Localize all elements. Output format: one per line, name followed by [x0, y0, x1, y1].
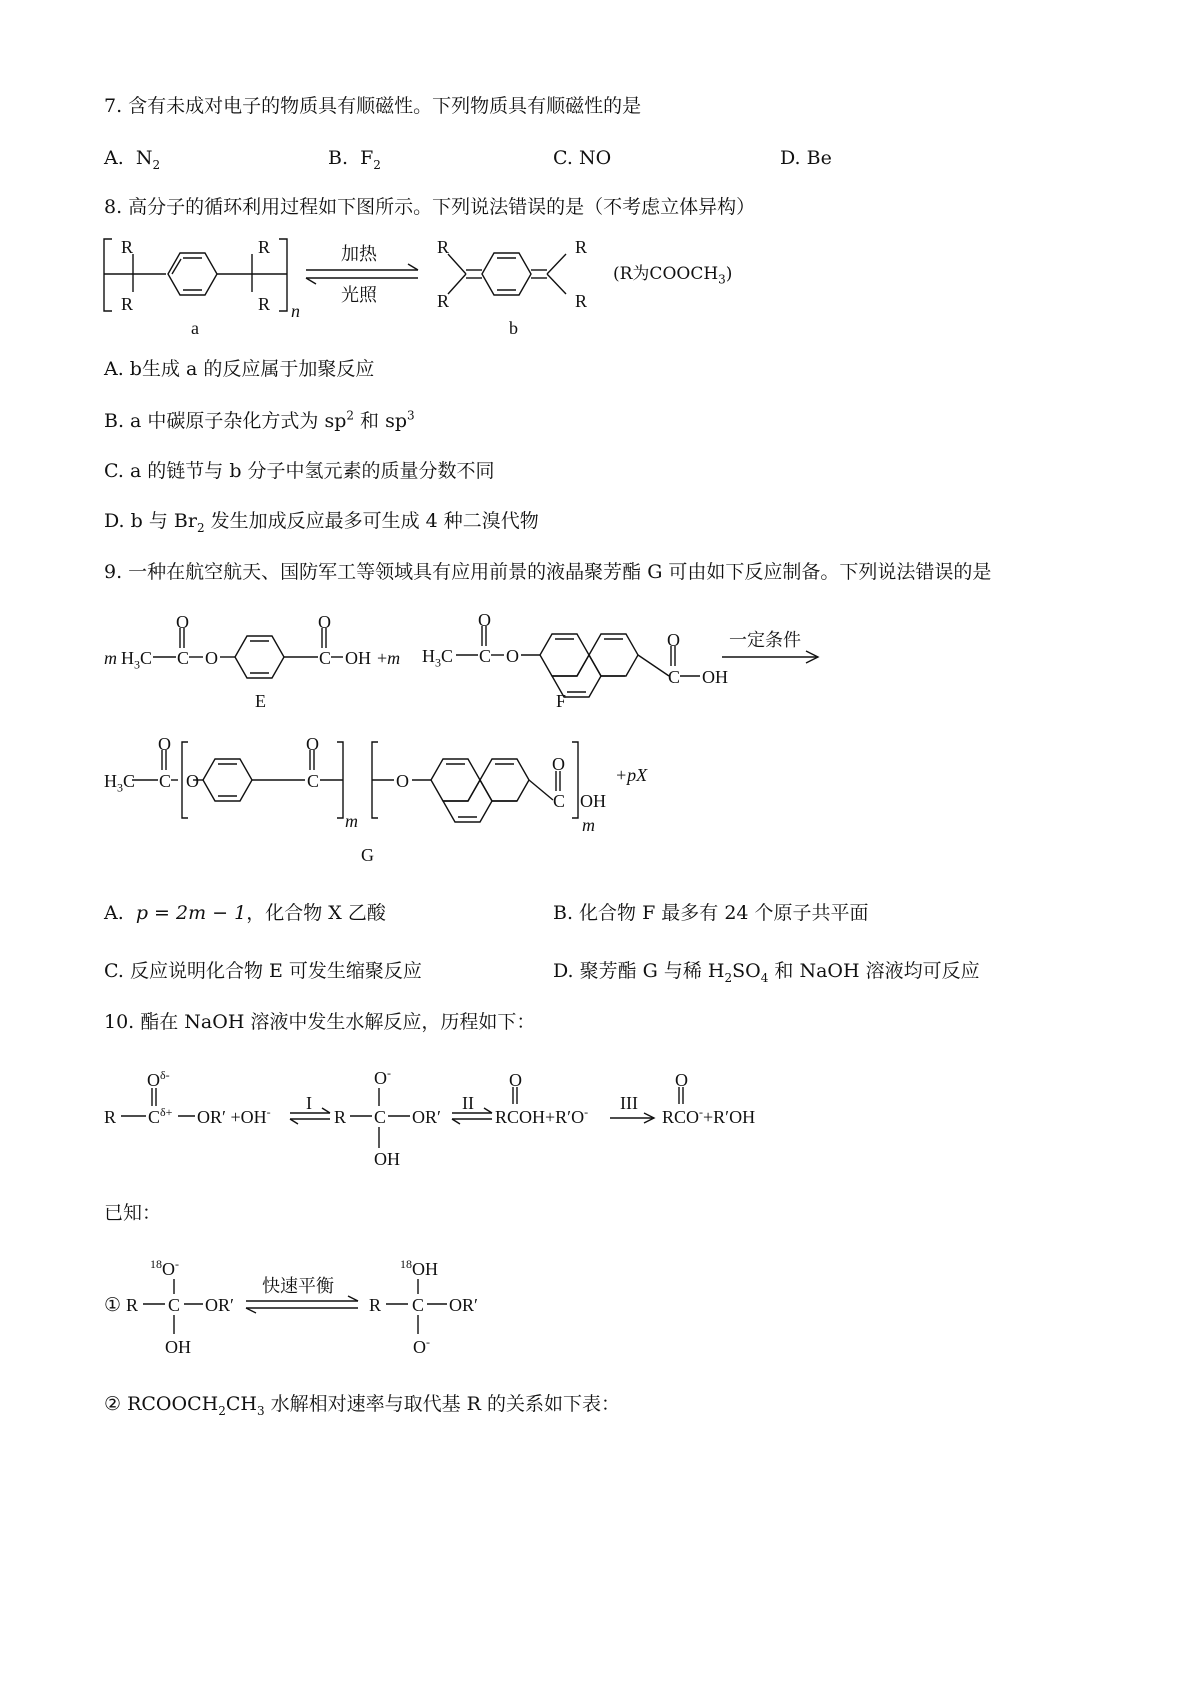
q9-f-plus-m: +m [377, 648, 401, 668]
q9-e-o3: O [318, 612, 331, 632]
q10-c2: C [374, 1107, 387, 1127]
q9-g-sub-m2: m [582, 815, 595, 835]
q10-r1: R [104, 1107, 117, 1127]
q9-option-d[interactable]: D. 聚芳酯 G 与稀 $H_2SO_4$ 和 NaOH 溶液均可反应 [553, 960, 980, 985]
q8-a-r4: R [258, 294, 271, 314]
q10-k-18oh: $^{18}$OH [400, 1257, 438, 1279]
q9-e-coef-m: m [104, 648, 117, 668]
q8-polymer-n: n [291, 301, 300, 321]
q9-e-oh: OH [345, 648, 371, 668]
q10-k-o-minus: O- [413, 1335, 430, 1357]
q8-label-b: b [509, 318, 518, 338]
q8-a-r2: R [121, 294, 134, 314]
q9-g-c3: C [553, 791, 566, 811]
q8-a-r3: R [258, 237, 271, 257]
q10-o3: O [509, 1070, 522, 1090]
q10-k-oh1: OH [165, 1337, 191, 1357]
q8-b-r3: R [575, 237, 588, 257]
q10-step-3: III [620, 1093, 638, 1113]
q8-option-d[interactable]: D. b 与 $Br_2$ 发生加成反应最多可生成 4 种二溴代物 [104, 510, 539, 535]
q10-note1-marker: ① [104, 1294, 122, 1316]
q8-stem: 8. 高分子的循环利用过程如下图所示。下列说法错误的是（不考虑立体异构） [104, 196, 756, 218]
q10-o-minus1: O- [374, 1066, 391, 1088]
q9-g-o5: O [552, 754, 565, 774]
q10-k-r1: R [126, 1295, 139, 1315]
q9-label-e: E [255, 691, 266, 711]
q10-known: 已知： [104, 1202, 162, 1224]
q10-k-or1: OR′ [205, 1295, 234, 1315]
q10-stem: 10. 酯在 NaOH 溶液中发生水解反应，历程如下： [104, 1011, 536, 1033]
q7-option-c[interactable]: C. NO [553, 147, 612, 169]
q7-stem: 7. 含有未成对电子的物质具有顺磁性。下列物质具有顺磁性的是 [104, 95, 642, 117]
q9-f-ch3: $H_3C$ [422, 646, 454, 670]
q9-f-o2: O [506, 646, 519, 666]
q9-g-o1: O [158, 734, 171, 754]
q9-arrow-condition: 一定条件 [729, 630, 801, 651]
q9-g-c2: C [307, 771, 320, 791]
q10-note2: ② $RCOOCH_2CH_3$ 水解相对速率与取代基 R 的关系如下表： [104, 1393, 621, 1418]
q8-a-r1: R [121, 237, 134, 257]
q9-g-oh: OH [580, 791, 606, 811]
q10-k-c2: C [412, 1295, 425, 1315]
q8-option-b[interactable]: B. a 中碳原子杂化方式为 $sp^2$ 和 $sp^3$ [104, 408, 415, 432]
q9-option-c[interactable]: C. 反应说明化合物 E 可发生缩聚反应 [104, 960, 422, 982]
q10-k-c1: C [168, 1295, 181, 1315]
q9-g-o2: O [186, 771, 199, 791]
q9-e-c2: C [319, 648, 332, 668]
q10-k-or2: OR′ [449, 1295, 478, 1315]
q8-option-c[interactable]: C. a 的链节与 b 分子中氢元素的质量分数不同 [104, 460, 495, 482]
q9-f-c2: C [668, 667, 681, 687]
q10-c-delta: $C^{\delta+}$ [148, 1105, 173, 1127]
q10-product: RCO-+R′OH [662, 1105, 756, 1127]
q7-option-d[interactable]: D. Be [780, 147, 832, 169]
q10-oh1: OH [374, 1149, 400, 1169]
q10-fast-eq: 快速平衡 [262, 1276, 334, 1297]
q9-e-c1: C [177, 648, 190, 668]
q10-step-2: II [462, 1093, 474, 1113]
q9-f-o3: O [667, 630, 680, 650]
q9-label-f: F [556, 691, 567, 711]
q9-g-o4: O [396, 771, 409, 791]
q9-g-o3: O [306, 734, 319, 754]
q9-option-a[interactable]: A. p = 2m − 1，化合物 X 乙酸 [104, 902, 386, 924]
q9-label-g: G [361, 845, 374, 865]
q10-rcooh: RCOH+R′O- [495, 1105, 589, 1127]
q9-g-plus-px: +pX [615, 765, 648, 785]
q10-step-1: I [306, 1093, 312, 1113]
q7-option-b[interactable]: B. $F_2$ [328, 147, 381, 172]
q7-option-a[interactable]: A. $N_2$ [104, 147, 161, 172]
q9-f-o1: O [478, 610, 491, 630]
q8-arrow-heat: 加热 [341, 244, 377, 265]
q8-label-a: a [191, 318, 199, 338]
q9-g-ch3: $H_3C$ [104, 771, 136, 795]
q9-option-b[interactable]: B. 化合物 F 最多有 24 个原子共平面 [553, 902, 869, 924]
q10-or2: OR′ [412, 1107, 441, 1127]
q10-o-delta: $O^{\delta-}$ [147, 1068, 170, 1090]
q9-stem: 9. 一种在航空航天、国防军工等领域具有应用前景的液晶聚芳酯 G 可由如下反应制备。下列说法错误的是 [104, 561, 992, 583]
q9-e-o2: O [205, 648, 218, 668]
q8-r-note: (R为$COOCH_3$) [613, 264, 733, 287]
q9-e-ch3: $H_3C$ [121, 648, 153, 672]
q8-option-a[interactable]: A. b生成 a 的反应属于加聚反应 [104, 358, 375, 380]
q8-arrow-light: 光照 [341, 285, 377, 306]
q9-f-oh: OH [702, 667, 728, 687]
q8-b-r1: R [437, 237, 450, 257]
q10-k-r2: R [369, 1295, 382, 1315]
q9-f-c1: C [479, 646, 492, 666]
q10-o4: O [675, 1070, 688, 1090]
q9-g-c1: C [159, 771, 172, 791]
q8-b-r4: R [575, 291, 588, 311]
q10-k-18o-minus: $^{18}$O- [150, 1257, 179, 1279]
q9-g-sub-m1: m [345, 811, 358, 831]
q10-r2: R [334, 1107, 347, 1127]
q9-e-o1: O [176, 612, 189, 632]
q8-b-r2: R [437, 291, 450, 311]
q10-or1: OR′ +OH- [197, 1105, 271, 1127]
